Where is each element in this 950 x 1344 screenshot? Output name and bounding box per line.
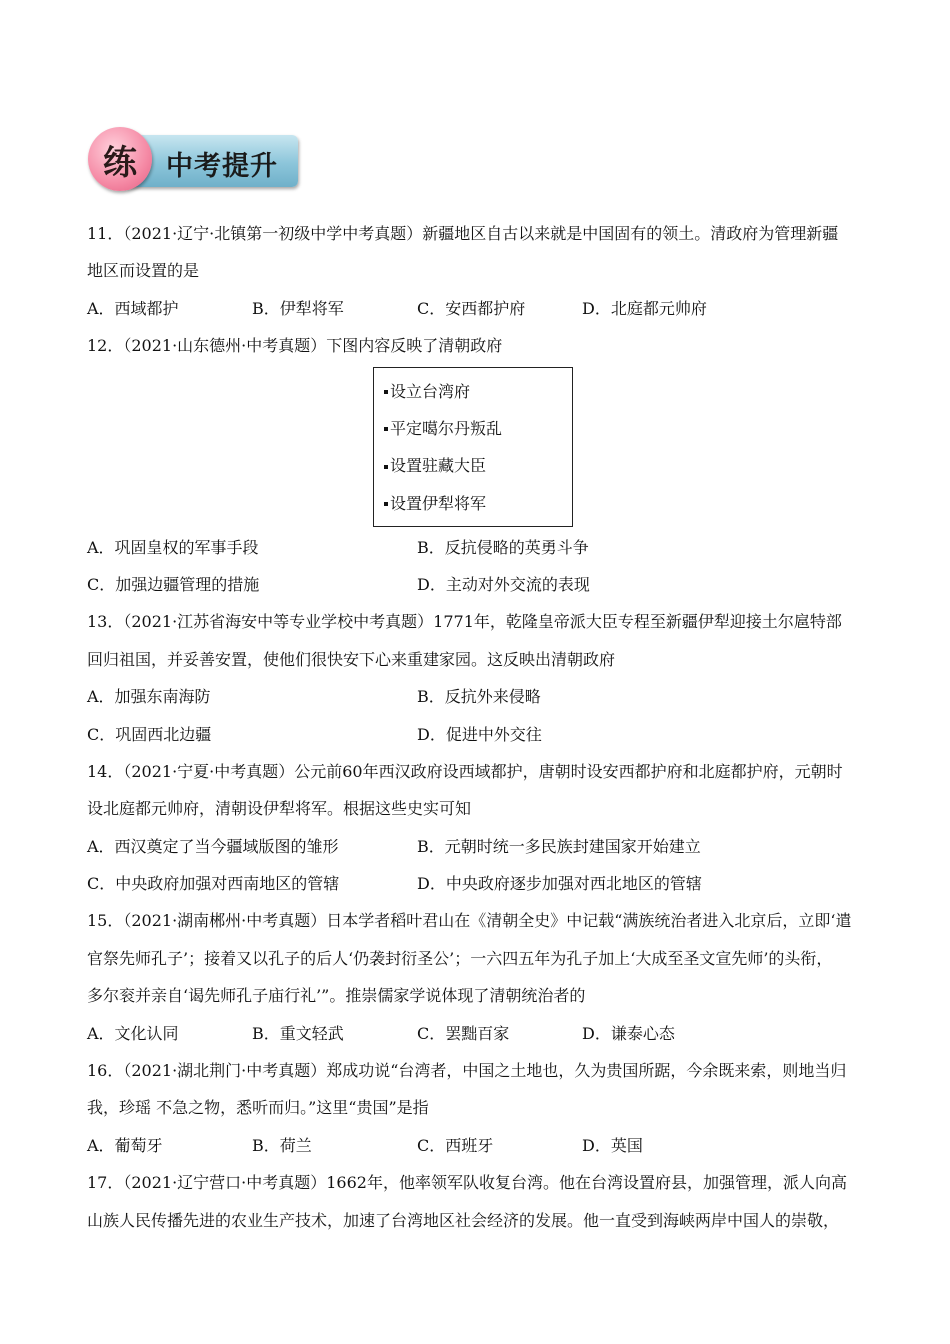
option-b: B．荷兰 bbox=[252, 1135, 312, 1155]
option-c: C．安西都护府 bbox=[417, 298, 526, 318]
figure-item: 平定噶尔丹叛乱 bbox=[374, 410, 572, 447]
options-row bbox=[87, 865, 877, 902]
question-stem-line: 11．（2021·辽宁·北镇第一初级中学中考真题）新疆地区自古以来就是中国固有的领土。清政府为管理新疆 bbox=[87, 224, 839, 243]
option-a: A．加强东南海防 bbox=[87, 687, 211, 707]
option-b: B．元朝时统一多民族封建国家开始建立 bbox=[417, 836, 701, 856]
option-a: A．巩固皇权的军事手段 bbox=[87, 537, 259, 557]
options-row bbox=[87, 1015, 877, 1052]
question-stem-line: 回归祖国，并妥善安置，使他们很快安下心来重建家园。这反映出清朝政府 bbox=[87, 649, 616, 669]
question-stem-line: 山族人民传播先进的农业生产技术，加速了台湾地区社会经济的发展。他一直受到海峡两岸中国人的崇敬， bbox=[87, 1210, 840, 1230]
question-stem-line: 16．（2021·湖北荆门·中考真题）郑成功说“台湾者，中国之土地也，久为贵国所踞，今余既来索，则地当归 bbox=[87, 1061, 847, 1081]
options-row bbox=[87, 828, 877, 865]
question-14 bbox=[87, 753, 877, 903]
figure-item: 设置驻藏大臣 bbox=[374, 447, 572, 484]
section-banner bbox=[88, 127, 300, 191]
question-stem-line: 地区而设置的是 bbox=[87, 261, 200, 281]
option-a: A．文化认同 bbox=[87, 1023, 179, 1043]
question-stem-line: 官祭先师孔子’；接着又以孔子的后人‘仍袭封衍圣公’；一六四五年为孔子加上‘大成至圣文宣先师’的头衔， bbox=[87, 948, 833, 968]
question-13 bbox=[87, 603, 877, 753]
bullet-square-icon bbox=[384, 502, 388, 506]
question-stem-line: 设北庭都元帅府，清朝设伊犁将军。根据这些史实可知 bbox=[87, 799, 472, 819]
option-c: C．加强边疆管理的措施 bbox=[87, 574, 260, 594]
question-stem-line: 15．（2021·湖南郴州·中考真题）日本学者稻叶君山在《清朝全史》中记载“满族统治者进入北京后，立即‘遣 bbox=[87, 911, 852, 931]
question-stem-line: 多尔衮并亲自‘谒先师孔子庙行礼’”。推崇儒家学说体现了清朝统治者的 bbox=[87, 986, 586, 1006]
options-row bbox=[87, 678, 877, 715]
option-c: C．巩固西北边疆 bbox=[87, 724, 212, 744]
options-row bbox=[87, 529, 877, 566]
option-c: C．中央政府加强对西南地区的管辖 bbox=[87, 874, 340, 894]
question-15 bbox=[87, 902, 877, 1052]
banner-title: 中考提升 bbox=[166, 151, 278, 182]
option-a: A．西域都护 bbox=[87, 298, 179, 318]
option-b: B．反抗外来侵略 bbox=[417, 687, 541, 707]
banner-badge: 练 bbox=[88, 127, 152, 191]
option-d: D．中央政府逐步加强对西北地区的管辖 bbox=[417, 874, 702, 894]
figure-box bbox=[373, 367, 573, 527]
question-stem-line: 13．（2021·江苏省海安中等专业学校中考真题）1771年，乾隆皇帝派大臣专程至新疆伊犁迎接土尔扈特部 bbox=[87, 612, 842, 632]
options-row bbox=[87, 290, 877, 327]
question-stem-line: 17．（2021·辽宁营口·中考真题）1662年，他率领军队收复台湾。他在台湾设置府县，加强管理，派人向高 bbox=[87, 1173, 847, 1193]
figure-item: 设立台湾府 bbox=[374, 373, 572, 410]
question-11 bbox=[87, 215, 877, 327]
option-d: D．北庭都元帅府 bbox=[582, 298, 707, 318]
bullet-square-icon bbox=[384, 390, 388, 394]
option-d: D．主动对外交流的表现 bbox=[417, 574, 590, 594]
question-stem-line: 14．（2021·宁夏·中考真题）公元前60年西汉政府设西域都护，唐朝时设安西都护府和北庭都护府，元朝时 bbox=[87, 761, 843, 781]
option-b: B．反抗侵略的英勇斗争 bbox=[417, 537, 589, 557]
option-d: D．英国 bbox=[582, 1135, 643, 1155]
option-d: D．促进中外交往 bbox=[417, 724, 542, 744]
question-stem-line: 12．（2021·山东德州·中考真题）下图内容反映了清朝政府 bbox=[87, 336, 503, 356]
option-d: D．谦泰心态 bbox=[582, 1023, 675, 1043]
figure-item: 设置伊犁将军 bbox=[374, 485, 572, 522]
option-c: C．西班牙 bbox=[417, 1135, 494, 1155]
option-b: B．重文轻武 bbox=[252, 1023, 344, 1043]
bullet-square-icon bbox=[384, 465, 388, 469]
question-12 bbox=[87, 327, 877, 603]
option-b: B．伊犁将军 bbox=[252, 298, 344, 318]
bullet-square-icon bbox=[384, 427, 388, 431]
question-list bbox=[87, 215, 877, 1239]
options-row bbox=[87, 716, 877, 753]
figure-area bbox=[87, 367, 877, 529]
option-c: C．罢黜百家 bbox=[417, 1023, 510, 1043]
question-17 bbox=[87, 1164, 877, 1239]
question-stem-line: 我，珍瑶 不急之物，悉听而归。”这里“贵国”是指 bbox=[87, 1098, 429, 1118]
option-a: A．西汉奠定了当今疆域版图的雏形 bbox=[87, 836, 339, 856]
question-16 bbox=[87, 1052, 877, 1164]
options-row bbox=[87, 1127, 877, 1164]
options-row bbox=[87, 566, 877, 603]
option-a: A．葡萄牙 bbox=[87, 1135, 163, 1155]
